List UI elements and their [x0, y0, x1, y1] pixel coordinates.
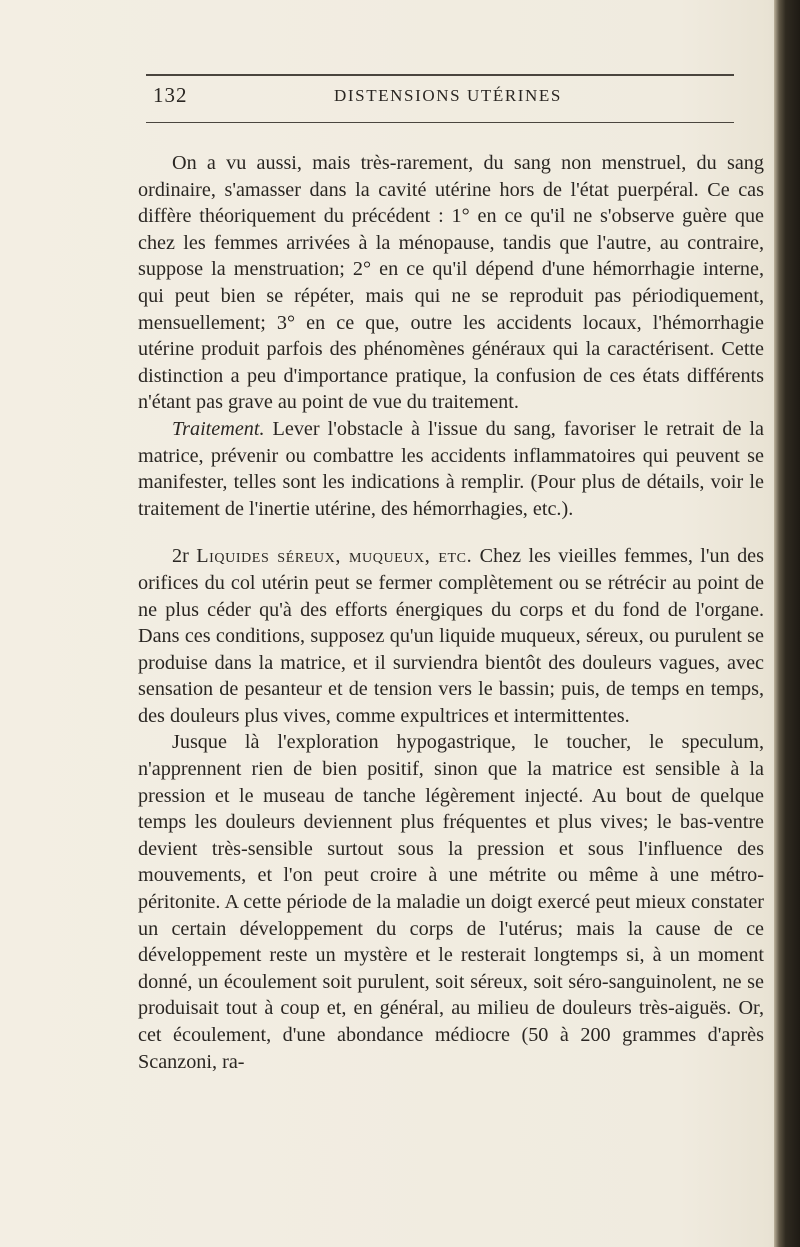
page-header	[146, 74, 734, 123]
running-title: DISTENSIONS UTÉRINES	[334, 86, 562, 105]
paragraph-4: Jusque là l'exploration hypogastrique, le toucher, le speculum, n'apprennent rien de bien positif, sinon que la matrice est sensible à la pression et le museau de tanche légèrement injecté. Au bout de quelque temps les douleurs deviennent plus fréquentes et plus vives; le bas-ventre devient très-sensible surtout sous la pression et sous l'influence des mouvements, et l'on peut croire à une métrite ou même à une métro-péritonite. A cette période de la maladie un doigt exercé peut mieux constater un certain développement du corps de l'utérus; mais la cause de ce développement reste un mystère et le resterait longtemps si, à un moment donné, un écoulement soit purulent, soit séreux, soit séro-sanguinolent, ne se produisait tout à coup et, en général, au milieu de douleurs très-aiguës. Or, cet écoulement, d'une abondance médiocre (50 à 200 grammes d'après Scanzoni, ra-	[138, 731, 764, 1073]
section-heading: Liquides séreux, muqueux, etc.	[196, 545, 473, 568]
section-label: Traitement.	[172, 417, 265, 440]
paragraph-2-text: Lever l'obstacle à l'issue du sang, favoriser le retrait de la matrice, prévenir ou combattre les accidents inflammatoires qui peuvent se manifester, telles sont les indications à remplir. (Pour plus de détails, voir le traitement de l'inertie utérine, des hémorrhagies, etc.).	[138, 417, 764, 520]
section-number: 2r	[172, 545, 189, 568]
paragraph-1: On a vu aussi, mais très-rarement, du sang non menstruel, du sang ordinaire, s'amasser dans la cavité utérine hors de l'état puerpéral. Ce cas diffère théoriquement du précédent : 1° en ce qu'il ne s'observe guère que chez les femmes arrivées à la ménopause, tandis que l'autre, au contraire, suppose la menstruation; 2° en ce qu'il dépend d'une hémorrhagie interne, qui peut bien se répéter, mais qui ne se reproduit pas périodiquement, mensuellement; 3° en ce que, outre les accidents locaux, l'hémorrhagie utérine produit parfois des phénomènes généraux qui la caractérisent. Cette distinction a peu d'importance pratique, la confusion de ces états différents n'étant pas grave au point de vue du traitement.	[138, 152, 764, 414]
page-number: 132	[153, 83, 188, 107]
paragraph-2	[138, 416, 764, 522]
page-edge-shadow	[774, 0, 800, 1247]
body-text	[138, 150, 764, 1075]
paragraph-3	[138, 543, 764, 729]
paragraph-3-text: Chez les vieilles femmes, l'un des orifices du col utérin peut se fermer complètement ou se rétrécir au point de ne plus céder qu'à des efforts énergiques du corps et du fond de l'organe. Dans ces conditions, supposez qu'un liquide muqueux, séreux, ou purulent se produise dans la matrice, et il surviendra bientôt des douleurs vagues, avec sensation de pesanteur et de tension vers le bassin; puis, de temps en temps, des douleurs plus vives, comme expultrices et intermittentes.	[138, 545, 764, 727]
